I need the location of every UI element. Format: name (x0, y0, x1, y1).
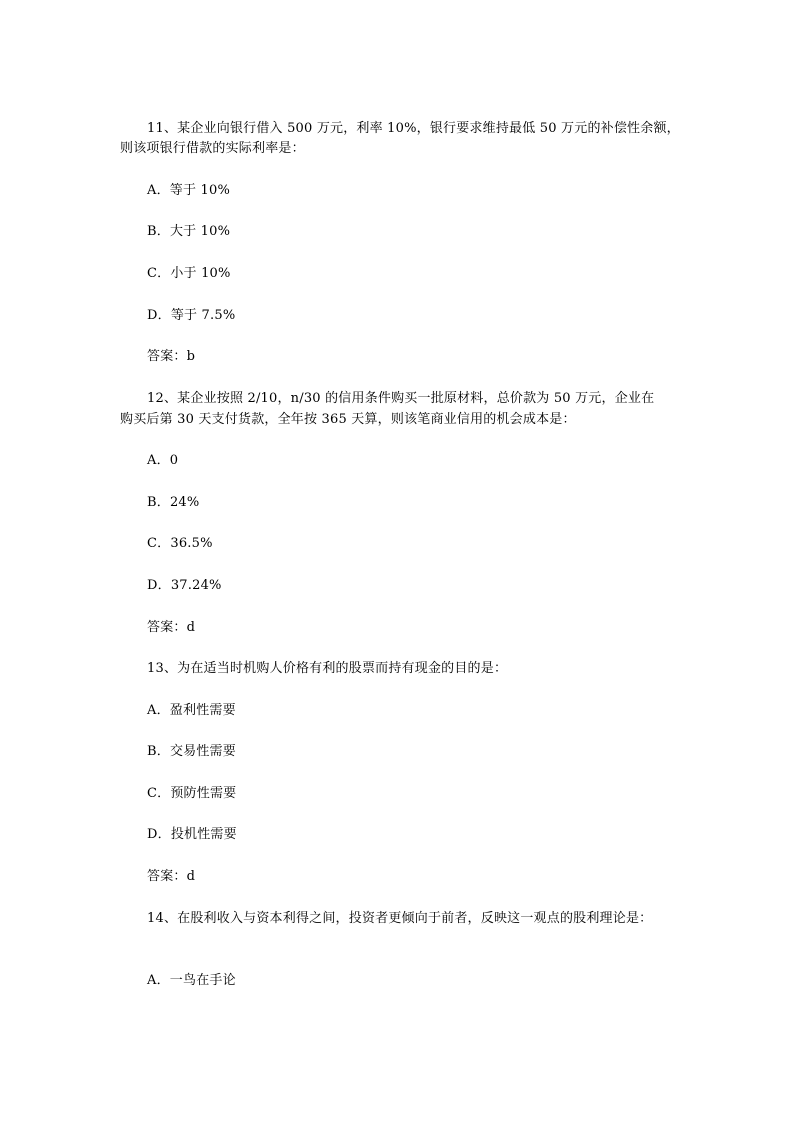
q11-option-d: D．等于 7.5% (147, 308, 236, 323)
q12-option-a: A．0 (147, 453, 179, 468)
q12-option-c: C．36.5% (147, 536, 213, 551)
q11-stem-line1: 11、某企业向银行借入 500 万元，利率 10%，银行要求维持最低 50 万元的补偿性余额， (147, 121, 680, 136)
q13-answer: 答案：d (147, 869, 196, 884)
q13-option-c: C．预防性需要 (147, 786, 237, 801)
q14-option-a: A．一鸟在手论 (147, 973, 236, 988)
q13-stem-line1: 13、为在适当时机购人价格有利的股票而持有现金的目的是： (147, 661, 508, 676)
q12-option-d: D．37.24% (147, 578, 222, 593)
q14-stem-line1: 14、在股利收入与资本利得之间，投资者更倾向于前者，反映这一观点的股利理论是： (147, 911, 653, 926)
q11-stem-line2: 则该项银行借款的实际利率是： (120, 141, 305, 156)
q12-stem-line2: 购买后第 30 天支付货款，全年按 365 天算，则该笔商业信用的机会成本是： (120, 412, 576, 427)
q11-answer: 答案：b (147, 349, 196, 364)
q11-option-c: C．小于 10% (147, 266, 231, 281)
q12-answer: 答案：d (147, 620, 196, 635)
q12-option-b: B．24% (147, 495, 200, 510)
q13-option-d: D．投机性需要 (147, 827, 237, 842)
q13-option-b: B．交易性需要 (147, 744, 236, 759)
q13-option-a: A．盈利性需要 (147, 703, 236, 718)
q11-option-a: A．等于 10% (147, 183, 231, 198)
q12-stem-line1: 12、某企业按照 2/10，n/30 的信用条件购买一批原材料，总价款为 50 万元，企业在 (147, 391, 655, 406)
q11-option-b: B．大于 10% (147, 224, 231, 239)
